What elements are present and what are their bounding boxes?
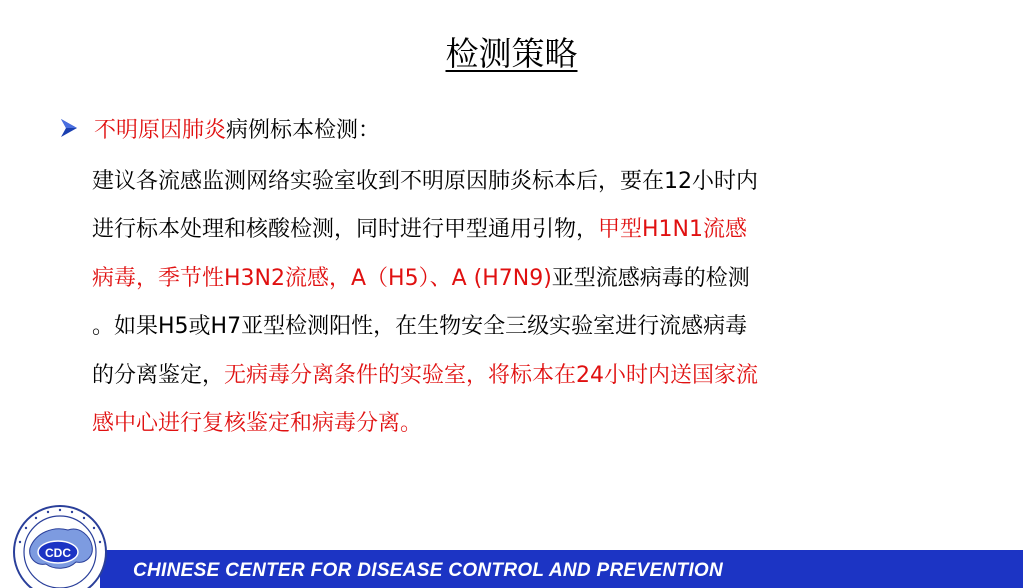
paragraph-line [92,352,962,400]
paragraph-segment: 建议各流感监测网络实验室收到不明原因肺炎标本后，要在12小时内 [92,169,758,194]
paragraph-line [92,206,962,254]
paragraph-segment: 病毒，季节性H3N2流感，A（H5）、A (H7N9) [92,265,552,291]
paragraph-segment: 无病毒分离条件的实验室，将标本在24小时内送国家流 [224,362,759,388]
paragraph-segment: 甲型H1N1流感 [598,217,748,243]
paragraph-segment: 感中心进行复核鉴定和病毒分离。 [92,411,423,437]
paragraph-line [92,400,962,448]
bullet-heading [58,110,380,146]
china-cdc-logo-icon [6,498,114,588]
paragraph-line [92,158,962,206]
title-text: 检测策略 [445,34,578,73]
paragraph-segment: 的分离鉴定， [92,362,225,388]
footer-text: CHINESE CENTER FOR DISEASE CONTROL AND PREVENTION [133,560,724,581]
body-paragraph [92,158,962,448]
paragraph-segment: 进行标本处理和核酸检测，同时进行甲型通用引物， [92,217,599,243]
logo-center-text: CDC [45,546,71,560]
bullet-red-text: 不明原因肺炎 [94,117,227,143]
paragraph-segment: 亚型流感病毒的检测 [551,265,750,291]
arrow-bullet-icon [58,117,80,139]
page-title [0,28,1023,75]
paragraph-line [92,255,962,303]
paragraph-segment: 。如果H5或H7亚型检测阳性，在生物安全三级实验室进行流感病毒 [92,314,748,340]
paragraph-line [92,303,962,351]
bullet-black-text: 病例标本检测： [226,117,381,143]
